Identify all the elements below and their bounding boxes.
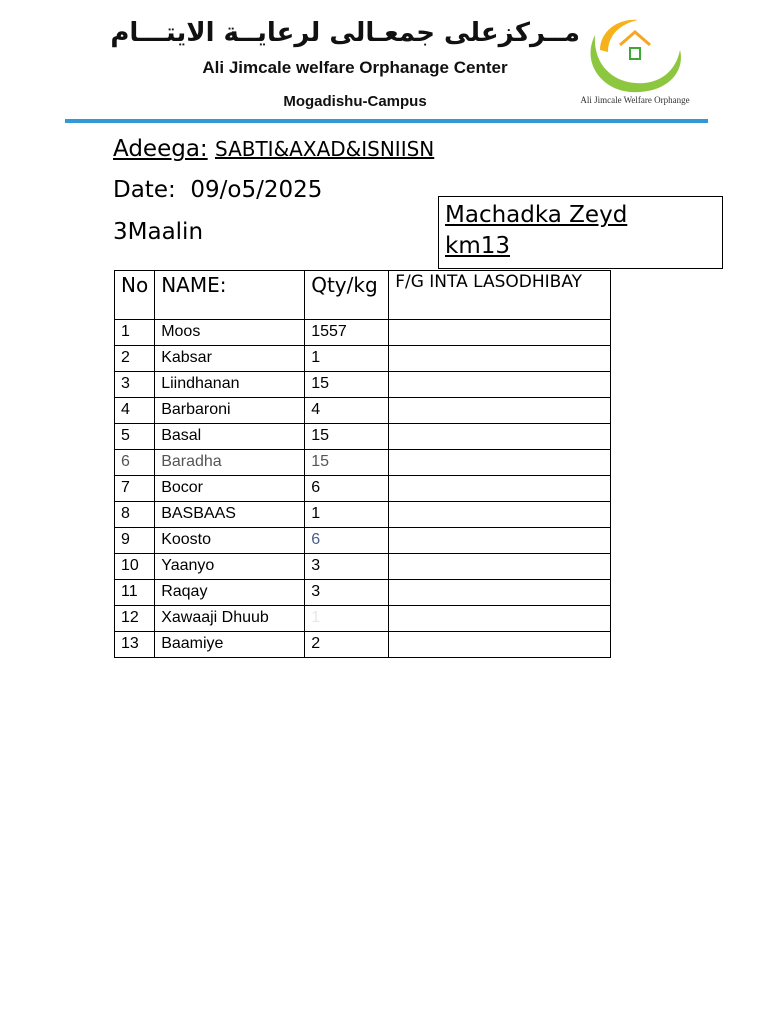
date-value: 09/o5/2025	[190, 177, 323, 203]
row-qty: 15	[305, 372, 389, 398]
logo-house-door	[630, 48, 640, 59]
logo-house-roof	[620, 32, 650, 45]
row-name: Koosto	[155, 528, 305, 554]
table-row	[115, 606, 611, 632]
header-note: F/G INTA LASODHIBAY	[389, 271, 611, 320]
row-name: Yaanyo	[155, 554, 305, 580]
table-row	[115, 320, 611, 346]
table-row	[115, 346, 611, 372]
row-no: 6	[115, 450, 155, 476]
row-note	[389, 346, 611, 372]
row-note	[389, 632, 611, 658]
row-no: 9	[115, 528, 155, 554]
row-qty: 15	[305, 450, 389, 476]
row-no: 4	[115, 398, 155, 424]
row-note	[389, 372, 611, 398]
row-qty: 3	[305, 554, 389, 580]
row-qty: 1	[305, 502, 389, 528]
row-note	[389, 554, 611, 580]
row-no: 10	[115, 554, 155, 580]
table-header-row	[115, 271, 611, 320]
service-value: SABTI&AXAD&ISNIISN	[215, 137, 435, 161]
header-qty: Qty/kg	[305, 271, 389, 320]
items-table	[114, 270, 611, 658]
row-note	[389, 320, 611, 346]
table-row	[115, 528, 611, 554]
table-row	[115, 502, 611, 528]
table-row	[115, 580, 611, 606]
row-name: Kabsar	[155, 346, 305, 372]
date-line	[113, 177, 322, 203]
row-no: 13	[115, 632, 155, 658]
row-no: 8	[115, 502, 155, 528]
service-label: Adeega:	[113, 136, 208, 162]
row-note	[389, 450, 611, 476]
row-no: 7	[115, 476, 155, 502]
header-name: NAME:	[155, 271, 305, 320]
row-no: 12	[115, 606, 155, 632]
row-name: Baamiye	[155, 632, 305, 658]
table-row	[115, 632, 611, 658]
center-name: Ali Jimcale welfare Orphanage Center	[202, 58, 508, 77]
row-name: Raqay	[155, 580, 305, 606]
row-qty: 3	[305, 580, 389, 606]
row-name: Moos	[155, 320, 305, 346]
row-qty: 2	[305, 632, 389, 658]
row-name: Liindhanan	[155, 372, 305, 398]
table-row	[115, 398, 611, 424]
row-qty: 4	[305, 398, 389, 424]
header-no: No	[115, 271, 155, 320]
row-qty: 6	[305, 528, 389, 554]
row-note	[389, 398, 611, 424]
date-label: Date:	[113, 177, 176, 203]
row-no: 11	[115, 580, 155, 606]
row-qty: 1	[305, 606, 389, 632]
table-row	[115, 476, 611, 502]
row-note	[389, 528, 611, 554]
arabic-center-name: مــركزعلى جمعـالى لرعايــة الايتـــام	[110, 18, 580, 48]
row-note	[389, 502, 611, 528]
campus-name: Mogadishu-Campus	[283, 93, 427, 110]
row-note	[389, 476, 611, 502]
row-name: Basal	[155, 424, 305, 450]
location-line-2: km13	[445, 233, 510, 259]
row-name: Barbaroni	[155, 398, 305, 424]
row-name: Baradha	[155, 450, 305, 476]
table-row	[115, 450, 611, 476]
row-qty: 1557	[305, 320, 389, 346]
row-qty: 15	[305, 424, 389, 450]
row-name: Bocor	[155, 476, 305, 502]
service-line	[113, 136, 434, 162]
location-box	[438, 196, 723, 269]
row-note	[389, 424, 611, 450]
logo-caption: Ali Jimcale Welfare Orphange	[580, 95, 690, 105]
header-rule	[65, 119, 708, 123]
table-row	[115, 372, 611, 398]
row-name: BASBAAS	[155, 502, 305, 528]
row-no: 2	[115, 346, 155, 372]
table-row	[115, 554, 611, 580]
table-row	[115, 424, 611, 450]
days-count: 3Maalin	[113, 219, 204, 245]
row-no: 1	[115, 320, 155, 346]
row-note	[389, 606, 611, 632]
row-name: Xawaaji Dhuub	[155, 606, 305, 632]
row-qty: 6	[305, 476, 389, 502]
location-line-1: Machadka Zeyd	[445, 202, 628, 228]
row-note	[389, 580, 611, 606]
row-no: 5	[115, 424, 155, 450]
row-no: 3	[115, 372, 155, 398]
row-qty: 1	[305, 346, 389, 372]
